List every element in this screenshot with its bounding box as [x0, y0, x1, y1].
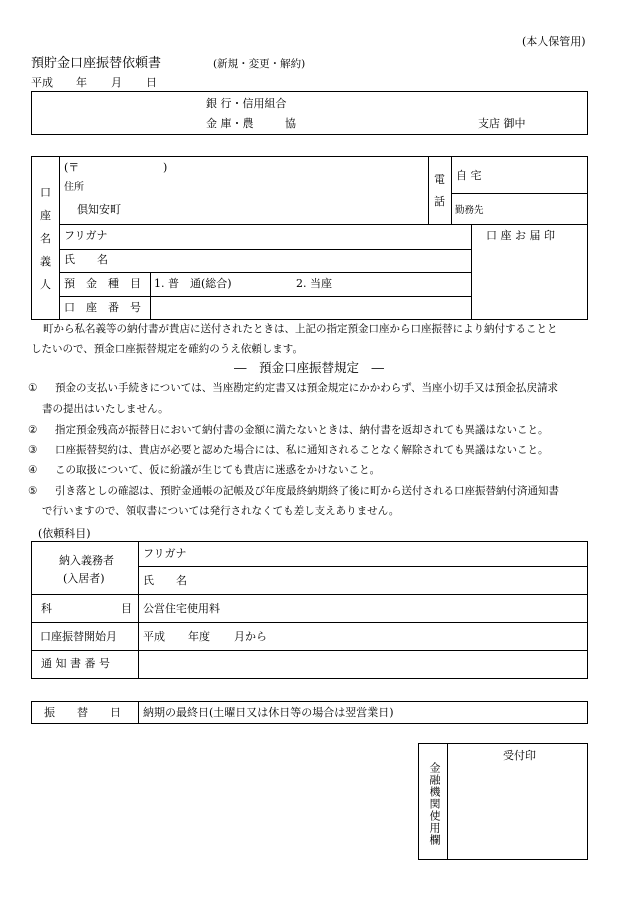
date-era: 平成 [31, 76, 53, 89]
address-value: 倶知安町 [77, 203, 121, 216]
rule-1-text-cont: 書の提出はいたしません。 [42, 403, 169, 415]
account-number-label: 口 座 番 号 [64, 301, 141, 314]
side-label-char-1: 口 [40, 186, 51, 199]
subject-heading: (依頼科目) [38, 527, 91, 540]
deposit-type-option-1: 1. 普 通(総合) [154, 277, 232, 290]
rules-heading: ― 預金口座振替規定 ― [234, 360, 385, 375]
subject-table [31, 541, 588, 679]
payer-furigana-label: フリガナ [143, 547, 187, 560]
seal-label: 口 座 お 届 印 [486, 229, 555, 242]
payer-label-line2: (入居者) [63, 572, 105, 585]
rule-1-num: ① [28, 382, 38, 394]
copy-label: (本人保管用) [522, 35, 586, 48]
institution-use-label: 金融機関使用欄 [428, 762, 441, 846]
form-title: 預貯金口座振替依頼書 [31, 56, 162, 71]
start-year-label: 年度 [188, 630, 210, 643]
form-subtitle: (新規・変更・解約) [213, 58, 306, 70]
rule-5-text: 引き落としの確認は、預貯金通帳の記帳及び年度最終納期終了後に町から送付される口座振替納付済通知書 [55, 485, 559, 497]
rule-5-num: ⑤ [28, 485, 38, 497]
payer-label-line1: 納入義務者 [59, 554, 114, 567]
name-label: 氏 名 [64, 253, 108, 266]
postal-suffix: ) [163, 161, 168, 174]
item-label-b: 目 [121, 602, 132, 615]
side-label-char-2: 座 [40, 209, 51, 222]
bank-type-line2-a: 金 庫・農 [206, 117, 254, 130]
side-label-char-3: 名 [40, 232, 51, 245]
phone-work-label: 勤務先 [455, 205, 484, 216]
furigana-label: フリガナ [64, 229, 108, 242]
bank-type-line1: 銀 行・信用組合 [206, 97, 287, 110]
receipt-stamp-label: 受付印 [503, 749, 536, 762]
notice-number-label: 通 知 書 番 号 [41, 657, 110, 670]
branch-label: 支店 御中 [478, 117, 526, 130]
deposit-type-label: 預 金 種 目 [64, 277, 141, 290]
item-value: 公営住宅使用料 [143, 602, 220, 615]
request-text-line1: 町から私名義等の納付書が貴店に送付されたときは、上記の指定預金口座から口座振替により納付することと [43, 323, 558, 335]
rule-2-text: 指定預金残高が振替日において納付書の金額に満たないときは、納付書を返却されても異議はないこと。 [55, 424, 549, 436]
payer-name-label: 氏 名 [143, 574, 187, 587]
start-month-label: 口座振替開始月 [40, 630, 117, 643]
phone-label-char-1: 電 [434, 173, 445, 186]
date-month-label: 月 [111, 76, 122, 89]
request-text-line2: したいので、預金口座振替規定を確約のうえ依頼します。 [31, 343, 303, 355]
bank-type-line2-b: 協 [285, 117, 296, 130]
side-label-char-4: 義 [40, 255, 51, 268]
item-label-a: 科 [41, 602, 52, 615]
phone-label-char-2: 話 [434, 195, 445, 208]
start-era: 平成 [143, 630, 165, 643]
phone-home-label: 自 宅 [456, 169, 482, 182]
side-label-char-5: 人 [40, 278, 51, 291]
transfer-date-value: 納期の最終日(土曜日又は休日等の場合は翌営業日) [143, 706, 394, 719]
rule-3-num: ③ [28, 444, 38, 456]
date-day-label: 日 [146, 76, 157, 89]
rule-1-text: 預金の支払い手続きについては、当座勘定約定書又は預金規定にかかわらず、当座小切手又は預金払戻請求 [55, 382, 558, 394]
rule-4-text: この取扱について、仮に紛議が生じても貴店に迷惑をかけないこと。 [55, 464, 381, 476]
date-year-label: 年 [76, 76, 87, 89]
start-month-suffix: 月から [234, 630, 267, 643]
rule-5-text-cont: で行いますので、領収書については発行されなくても差し支えありません。 [42, 505, 400, 517]
address-label: 住所 [64, 182, 84, 193]
postal-prefix: (〒 [64, 161, 80, 174]
rule-2-num: ② [28, 424, 38, 436]
deposit-type-option-2: 2. 当座 [296, 277, 332, 290]
rule-4-num: ④ [28, 464, 38, 476]
rule-3-text: 口座振替契約は、貴店が必要と認めた場合には、私に通知されることなく解除されても異議はないこと。 [55, 444, 549, 456]
transfer-date-label: 振 替 日 [44, 706, 121, 719]
